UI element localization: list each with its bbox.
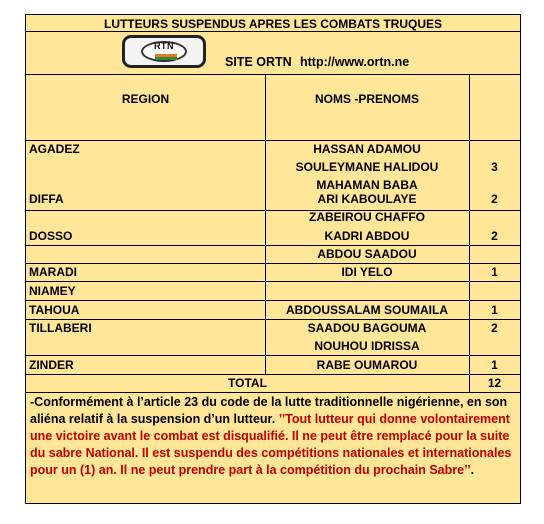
count-cell: 1 [491, 303, 498, 317]
region-cell: AGADEZ [29, 142, 80, 156]
name-cell: HASSAN ADAMOU [313, 142, 421, 156]
count-cell: 1 [491, 265, 498, 279]
count-cell: 2 [491, 321, 498, 335]
name-cell: SOULEYMANE HALIDOU [295, 160, 439, 174]
total-value: 12 [487, 376, 502, 390]
header-names: NOMS -PRENOMS [314, 92, 419, 106]
region-cell: MARADI [29, 265, 77, 279]
count-cell: 2 [491, 229, 498, 243]
region-cell: DIFFA [29, 192, 64, 206]
region-cell: TILLABERI [29, 321, 92, 335]
region-cell: ZINDER [29, 358, 74, 372]
total-label: TOTAL [228, 376, 267, 390]
count-cell: 3 [491, 160, 498, 174]
regulation-note [30, 394, 516, 479]
region-cell: NIAMEY [29, 284, 76, 298]
note-quote: ’’Tout lutteur qui donne volontairement une victoire avant le combat est disqualifié. Il ne peut être remplacé pour la suite du sabre National. Il est suspendu des compétitions nationales et internationales pour un (1) an. Il ne peut prendre part à la compétition du prochain Sabre’’ [30, 412, 512, 477]
table-title: LUTTEURS SUSPENDUS APRES LES COMBATS TRUQUES [103, 17, 443, 31]
site-label: SITE ORTN [225, 55, 292, 69]
name-cell: NOUHOU IDRISSA [314, 339, 420, 353]
header-region: REGION [121, 92, 170, 106]
ortn-logo [122, 35, 206, 68]
name-cell: ZABEIROU CHAFFO [309, 210, 425, 224]
name-cell: ABDOUSSALAM SOUMAILA [286, 303, 448, 317]
site-url[interactable]: http://www.ortn.ne [300, 55, 410, 69]
name-cell: SAADOU BAGOUMA [307, 321, 427, 335]
region-cell: DOSSO [29, 229, 73, 243]
note-end: . [470, 463, 475, 477]
count-cell: 1 [491, 358, 498, 372]
name-cell: ARI KABOULAYE [317, 192, 417, 206]
note-intro: -Conformément à l’article 23 du code de la lutte traditionnelle nigérienne, en son aliéna relatif à la suspension d’un lutteur. [30, 395, 508, 426]
logo-text: RTN [154, 41, 174, 51]
name-cell: RABE OUMAROU [316, 358, 418, 372]
name-cell: KADRI ABDOU [324, 229, 410, 243]
name-cell: MAHAMAN BABA [316, 178, 418, 192]
name-cell: IDI YELO [341, 265, 393, 279]
suspended-wrestlers-table [25, 14, 521, 504]
region-cell: TAHOUA [29, 303, 80, 317]
count-cell: 2 [491, 192, 498, 206]
name-cell: ABDOU SAADOU [317, 247, 417, 261]
